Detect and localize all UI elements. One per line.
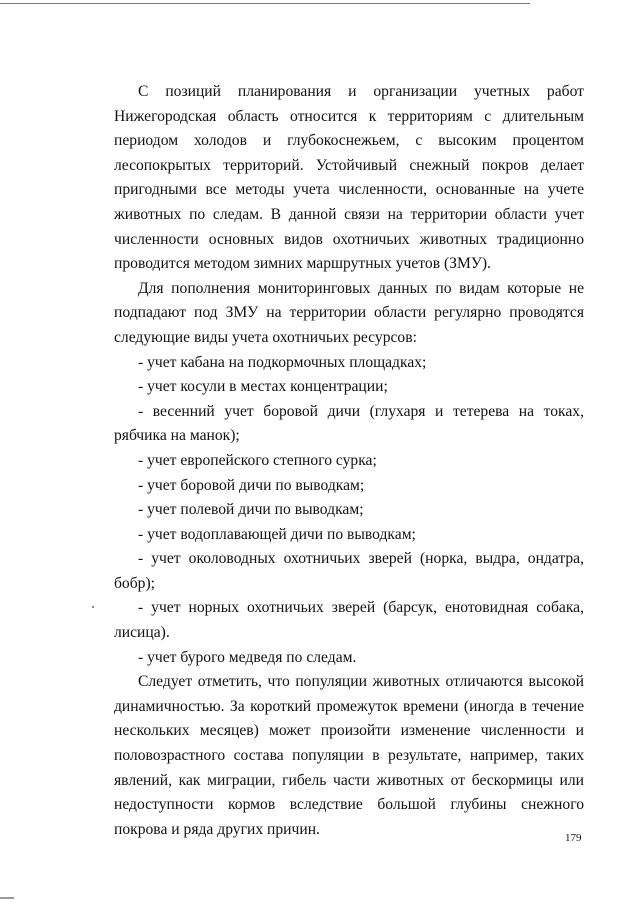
- list-item-field-game: - учет полевой дичи по выводкам;: [138, 501, 364, 519]
- paragraph-monitoring: Для пополнения мониторинговых данных по видам которые не подпадают под ЗМУ на территории области регулярно проводятся следующие виды учета охотничьих ресурсов:: [114, 279, 584, 346]
- survey-types-list: [114, 351, 584, 671]
- paragraph-dynamics: Следует отметить, что популяции животных отличаются высокой динамичностью. За короткий промежуток времени (иногда в течение нескольких месяцев) может произойти изменение численности и половозрастного состава популяции в результате, например, таких явлений, как миграции, гибель части животных от бескормицы или недоступности кормов вследствие большой глубины снежного покрова и ряда других причин.: [114, 673, 584, 838]
- list-item-semiaquatic: - учет околоводных охотничьих зверей (норка, выдра, ондатра, бобр);: [114, 550, 584, 592]
- list-item-waterfowl: - учет водоплавающей дичи по выводкам;: [138, 525, 416, 543]
- list-item-brown-bear: - учет бурого медведя по следам.: [138, 648, 357, 666]
- list-item-forest-game: - учет боровой дичи по выводкам;: [138, 476, 365, 494]
- scan-mark-bottom: [0, 897, 14, 899]
- page-top-rule: [0, 3, 530, 4]
- document-body: [114, 80, 584, 842]
- paragraph-intro: С позиций планирования и организации учетных работ Нижегородская область относится к территориям с длительным периодом холодов и глубокоснежьем, с высоким процентом лесопокрытых территорий. Устойчивый снежный покров делает пригодными все методы учета численности, основанные на учете животных по следам. В данной связи на территории области учет численности основных видов охотничьих животных традиционно проводится методом зимних маршрутных учетов (ЗМУ).: [114, 83, 584, 273]
- list-item-roe-deer: - учет косули в местах концентрации;: [138, 378, 388, 396]
- page-number: 179: [565, 832, 582, 844]
- scan-mark-left: [92, 606, 94, 608]
- list-item-burrowing: - учет норных охотничьих зверей (барсук, енотовидная собака, лисица).: [114, 599, 584, 642]
- list-item-boar: - учет кабана на подкормочных площадках;: [138, 353, 427, 371]
- list-item-marmot: - учет европейского степного сурка;: [138, 451, 377, 469]
- list-item-spring-game: - весенний учет боровой дичи (глухаря и тетерева на токах, рябчика на манок);: [114, 402, 584, 445]
